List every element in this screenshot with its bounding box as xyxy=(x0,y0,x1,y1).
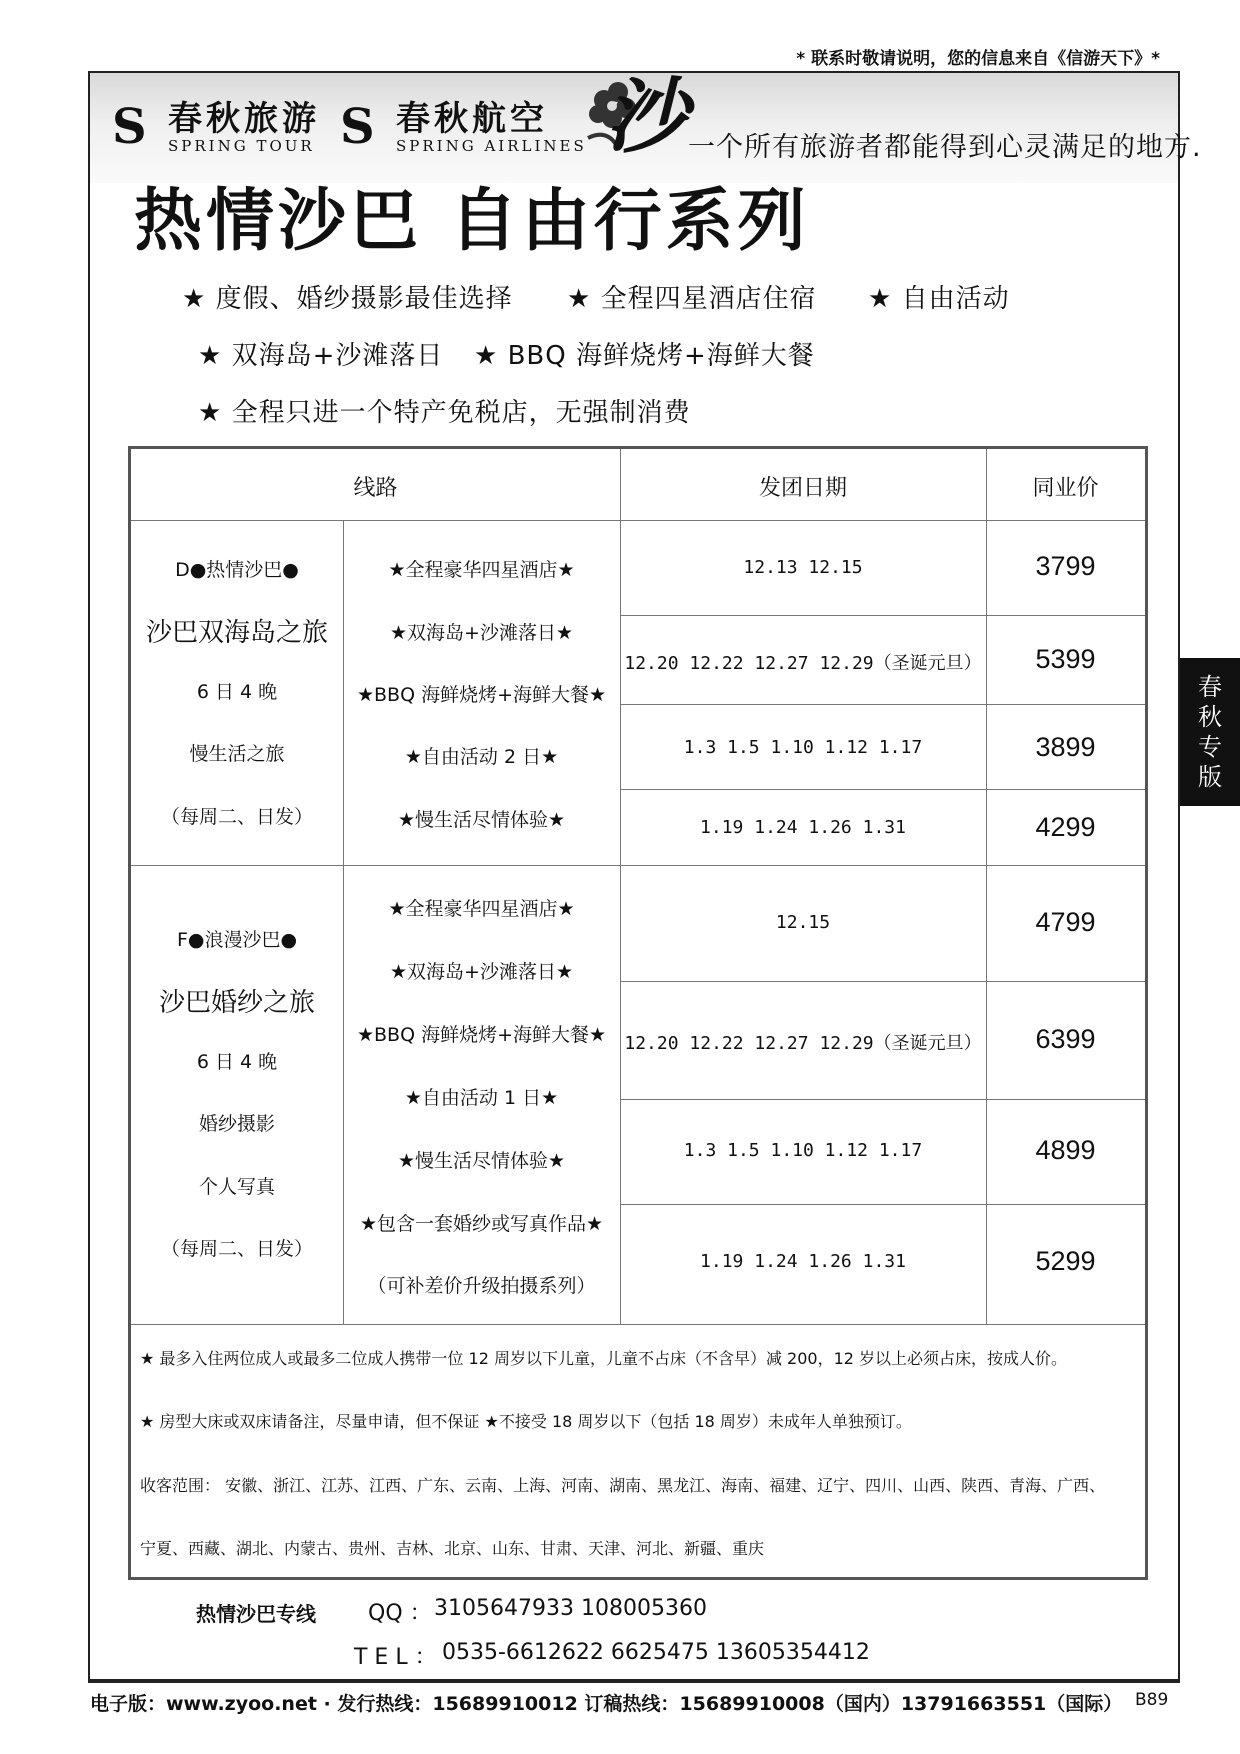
price-value: 4299 xyxy=(1035,812,1096,842)
route-f-highlight: ★包含一套婚纱或写真作品★ xyxy=(359,1213,604,1235)
departure-dates: 1.3 1.5 1.10 1.12 1.17 xyxy=(683,1140,923,1161)
sha-logo-char: 沙 xyxy=(605,69,687,165)
footer-divider xyxy=(88,1681,1180,1683)
header-route: 线路 xyxy=(353,476,398,501)
price-value: 4799 xyxy=(1035,907,1096,937)
price-value: 4899 xyxy=(1035,1135,1096,1165)
header-dates: 发团日期 xyxy=(758,476,847,501)
footer-info: 电子版：www.zyoo.net · 发行热线：15689910012 订稿热线：15689910008（国内）13791663551（国际） xyxy=(90,1693,1123,1715)
route-f-highlight: ★慢生活尽情体验★ xyxy=(397,1150,566,1172)
slogan: 一个所有旅游者都能得到心灵满足的地方. xyxy=(688,132,1202,163)
spring-airlines-cn: 春秋航空 xyxy=(396,99,548,139)
route-f-code: F●浪漫沙巴● xyxy=(176,929,298,951)
route-f-theme: 婚纱摄影 xyxy=(198,1113,275,1135)
note-regions-cont: 宁夏、西藏、湖北、内蒙古、贵州、吉林、北京、山东、甘肃、天津、河北、新疆、重庆 xyxy=(140,1539,765,1558)
departure-dates: 12.20 12.22 12.27 12.29（圣诞元旦） xyxy=(624,1033,982,1054)
route-d-code: D●热情沙巴● xyxy=(175,559,299,581)
departure-dates: 1.3 1.5 1.10 1.12 1.17 xyxy=(683,737,923,758)
price-value: 6399 xyxy=(1035,1024,1096,1054)
feature-2: ★ 全程四星酒店住宿 xyxy=(567,284,817,314)
route-d-duration: 6 日 4 晚 xyxy=(196,681,278,703)
feature-5: ★ BBQ 海鲜烧烤+海鲜大餐 xyxy=(474,341,815,371)
departure-dates: 12.20 12.22 12.27 12.29（圣诞元旦） xyxy=(624,653,982,674)
route-f-highlight: ★全程豪华四星酒店★ xyxy=(388,898,575,920)
departure-dates: 1.19 1.24 1.26 1.31 xyxy=(700,817,906,838)
route-f-highlight: ★BBQ 海鲜烧烤+海鲜大餐★ xyxy=(356,1024,607,1046)
price-value: 3899 xyxy=(1035,732,1096,762)
source-note: * 联系时敬请说明，您的信息来自《信游天下》* xyxy=(796,49,1160,69)
route-f-upgrade-note: （可补差价升级拍摄系列） xyxy=(367,1275,596,1297)
price-value: 5299 xyxy=(1035,1246,1096,1276)
header-price: 同业价 xyxy=(1032,476,1099,501)
note-regions: 收客范围： 安徽、浙江、江苏、江西、广东、云南、上海、河南、湖南、黑龙江、海南、福建、辽宁、四川、山西、陕西、青海、广西、 xyxy=(140,1476,1106,1495)
route-f-highlight: ★自由活动 1 日★ xyxy=(404,1087,559,1109)
route-f-duration: 6 日 4 晚 xyxy=(196,1051,278,1073)
route-d-highlight: ★双海岛+沙滩落日★ xyxy=(390,622,573,644)
route-d-name: 沙巴双海岛之旅 xyxy=(145,618,328,648)
departure-dates: 12.13 12.15 xyxy=(743,557,863,578)
side-tab-char: 专 xyxy=(1198,733,1222,761)
spring-tour-logo xyxy=(112,100,320,154)
spring-tour-cn: 春秋旅游 xyxy=(168,99,320,139)
tel-label: T E L ： xyxy=(354,1645,437,1670)
spring-tour-mark: S xyxy=(112,99,147,155)
route-d-highlight: ★BBQ 海鲜烧烤+海鲜大餐★ xyxy=(356,684,607,706)
route-d-highlight: ★自由活动 2 日★ xyxy=(404,746,559,768)
spring-tour-en: SPRING TOUR xyxy=(168,137,315,155)
page-number: B89 xyxy=(1135,1690,1169,1710)
price-value: 5399 xyxy=(1035,644,1096,674)
note-children: ★ 最多入住两位成人或最多二位成人携带一位 12 周岁以下儿童，儿童不占床（不含早）减 200，12 岁以上必须占床，按成人价。 xyxy=(140,1349,1068,1368)
feature-4: ★ 双海岛+沙滩落日 xyxy=(198,341,444,371)
side-tab-char: 秋 xyxy=(1198,703,1222,731)
departure-dates: 12.15 xyxy=(775,912,831,933)
route-d-highlight: ★慢生活尽情体验★ xyxy=(397,809,566,831)
price-value: 3799 xyxy=(1035,551,1096,581)
route-f-theme: 个人写真 xyxy=(198,1176,275,1198)
side-tab xyxy=(1180,658,1240,806)
tel-numbers: 0535-6612622 6625475 13605354412 xyxy=(442,1640,870,1665)
spring-airlines-logo xyxy=(340,100,587,154)
departure-dates: 1.19 1.24 1.26 1.31 xyxy=(700,1251,906,1272)
feature-1: ★ 度假、婚纱摄影最佳选择 xyxy=(182,284,513,314)
route-f-schedule: （每周二、日发） xyxy=(160,1238,313,1260)
feature-3: ★ 自由活动 xyxy=(868,284,1010,314)
route-d-highlight: ★全程豪华四星酒店★ xyxy=(388,559,575,581)
side-tab-char: 版 xyxy=(1198,763,1222,791)
route-d-theme: 慢生活之旅 xyxy=(189,743,285,765)
route-f-highlight: ★双海岛+沙滩落日★ xyxy=(390,961,573,983)
spring-airlines-en: SPRING AIRLINES xyxy=(396,137,587,155)
route-d-schedule: （每周二、日发） xyxy=(160,806,313,828)
side-tab-char: 春 xyxy=(1198,673,1222,701)
feature-6: ★ 全程只进一个特产免税店，无强制消费 xyxy=(198,398,691,428)
route-f-name: 沙巴婚纱之旅 xyxy=(158,988,315,1018)
spring-airlines-mark: S xyxy=(340,99,375,155)
note-room-type: ★ 房型大床或双床请备注，尽量申请，但不保证 ★不接受 18 周岁以下（包括 18 周岁）未成年人单独预订。 xyxy=(140,1412,912,1431)
line-name: 热情沙巴专线 xyxy=(196,1602,316,1626)
qq-label: QQ ： xyxy=(368,1601,432,1626)
qq-numbers: 3105647933 108005360 xyxy=(434,1596,707,1621)
page-title: 热情沙巴 自由行系列 xyxy=(134,182,810,261)
